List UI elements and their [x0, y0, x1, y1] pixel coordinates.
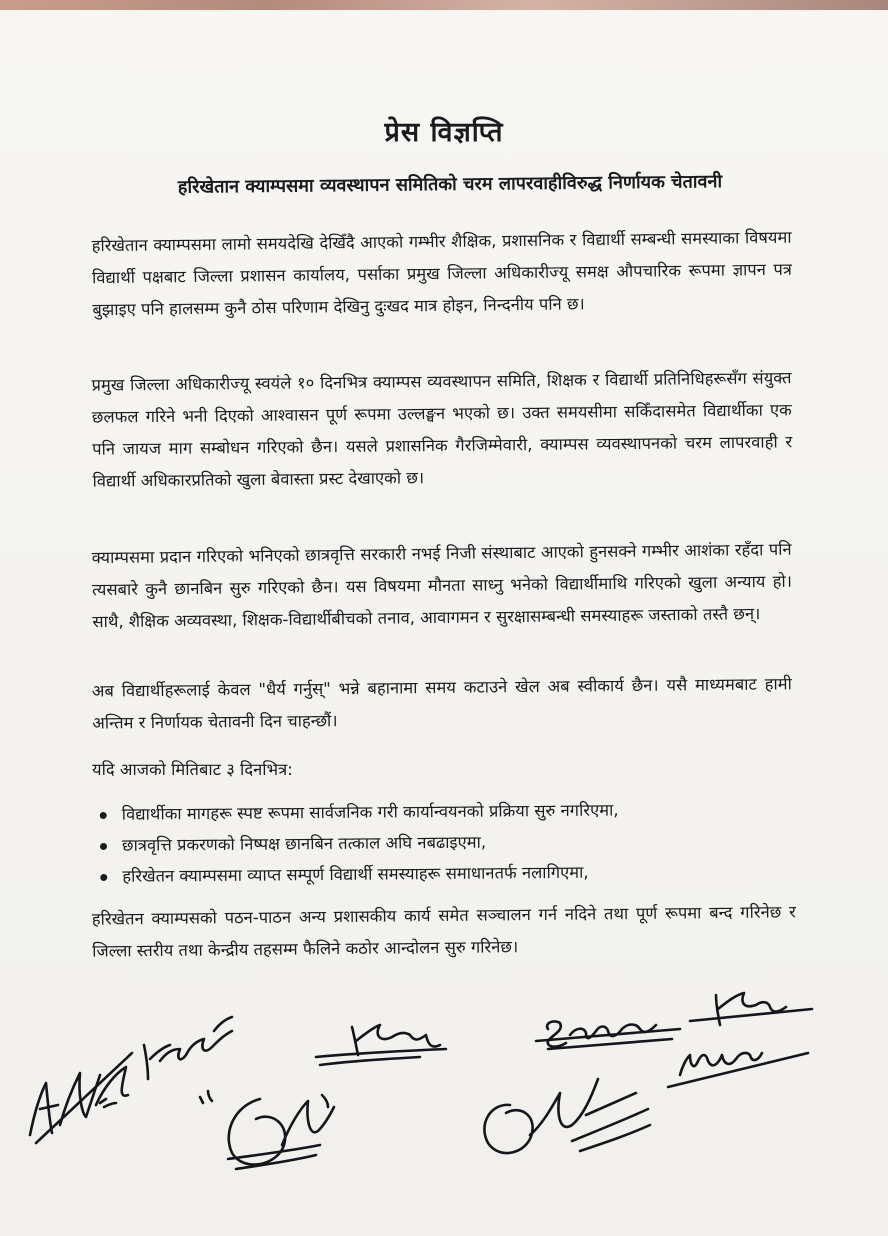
- deadline-intro: यदि आजको मितिबाट ३ दिनभित्र:: [92, 760, 293, 779]
- top-edge-strip: [0, 0, 888, 10]
- condition-text: विद्यार्थीका मागहरू स्पष्ट रूपमा सार्वजनिक गरी कार्यान्वयनको प्रक्रिया सुरु नगरिएमा,: [121, 800, 619, 824]
- list-item: [92, 855, 792, 892]
- condition-text: हरिखेतन क्याम्पसमा व्याप्त सम्पूर्ण विद्यार्थी समस्याहरू समाधानतर्फ नलागिएमा,: [122, 862, 589, 886]
- bullet-icon: [100, 874, 107, 881]
- document-subtitle: हरिखेतान क्याम्पसमा व्यवस्थापन समितिको चरम लापरवाहीविरुद्ध निर्णायक चेतावनी: [177, 171, 723, 198]
- paragraph-3: क्याम्पसमा प्रदान गरिएको भनिएको छात्रवृत्ति सरकारी नभई निजी संस्थाबाट आएको हुनसक्ने गम्भीर आशंका रहँदा पनि त्यसबारे कुनै छानबिन सुरु गरिएको छैन। यस विषयमा मौनता साध्नु भनेको विद्यार्थीमाथि गरिएको खुला अन्याय हो। साथै, शैक्षिक अव्यवस्था, शिक्षक-विद्यार्थीबीचको तनाव, आवागमन र सुरक्षासम्बन्धी समस्याहरू जस्ताको तस्तै छन्।: [91, 539, 793, 632]
- signatures-drawing: [0, 975, 888, 1215]
- signature-2: [144, 1017, 232, 1103]
- signature-7: [484, 1079, 650, 1153]
- signature-1: [30, 1053, 132, 1143]
- condition-text: छात्रवृत्ति प्रकरणको निष्पक्ष छानबिन तत्काल अघि नबढाइएमा,: [121, 832, 487, 855]
- paragraph-4: अब विद्यार्थीहरूलाई केवल "धैर्य गर्नुस्" भन्ने बहानामा समय कटाउने खेल अब स्वीकार्य छैन। यसै माध्यमबाट हामी अन्तिम र निर्णायक चेतावनी दिन चाहन्छौं।: [91, 674, 792, 733]
- bullet-icon: [100, 843, 107, 850]
- signature-8: [228, 1095, 334, 1169]
- conclusion-paragraph: हरिखेतन क्याम्पसको पठन-पाठन अन्य प्रशासकीय कार्य समेत सञ्चालन गर्न नदिने तथा पूर्ण रूपमा बन्द गरिनेछ र जिल्ला स्तरीय तथा केन्द्रीय तहसम्म फैलिने कठोर आन्दोलन सुरु गरिनेछ।: [91, 902, 796, 961]
- paragraph-2: प्रमुख जिल्ला अधिकारीज्यू स्वयंले १० दिनभित्र क्याम्पस व्यवस्थापन समिति, शिक्षक र विद्यार्थी प्रतिनिधिहरूसँग संयुक्त छलफल गरिने भनी दिएको आश्वासन पूर्ण रूपमा उल्लङ्घन भएको छ। उक्त समयसीमा सकिँदासमेत विद्यार्थीका एक पनि जायज माग सम्बोधन गरिएको छैन। यसले प्रशासनिक गैरजिम्मेवारी, क्याम्पस व्यवस्थापनको चरम लापरवाही र विद्यार्थी अधिकारप्रतिको खुला बेवास्ता प्रस्ट देखाएको छ।: [91, 368, 793, 491]
- signature-9: [104, 1091, 212, 1107]
- conditions-list: [92, 793, 793, 892]
- signatures-area: [0, 975, 888, 1215]
- signature-4: [536, 1021, 680, 1049]
- bullet-icon: [100, 812, 107, 819]
- paragraph-1: हरिखेतान क्याम्पसमा लामो समयदेखि देखिँदै आएको गम्भीर शैक्षिक, प्रशासनिक र विद्यार्थी सम्बन्धी समस्याका विषयमा विद्यार्थी पक्षबाट जिल्ला प्रशासन कार्यालय, पर्साका प्रमुख जिल्ला अधिकारीज्यू समक्ष औपचारिक रूपमा ज्ञापन पत्र बुझाइए पनि हालसम्म कुनै ठोस परिणाम देखिनु दुःखद मात्र होइन, निन्दनीय पनि छ।: [91, 227, 793, 320]
- document-title: प्रेस विज्ञप्ति: [384, 117, 504, 148]
- signature-3: [316, 1025, 446, 1065]
- signature-6: [668, 1053, 808, 1087]
- signature-5: [690, 993, 812, 1025]
